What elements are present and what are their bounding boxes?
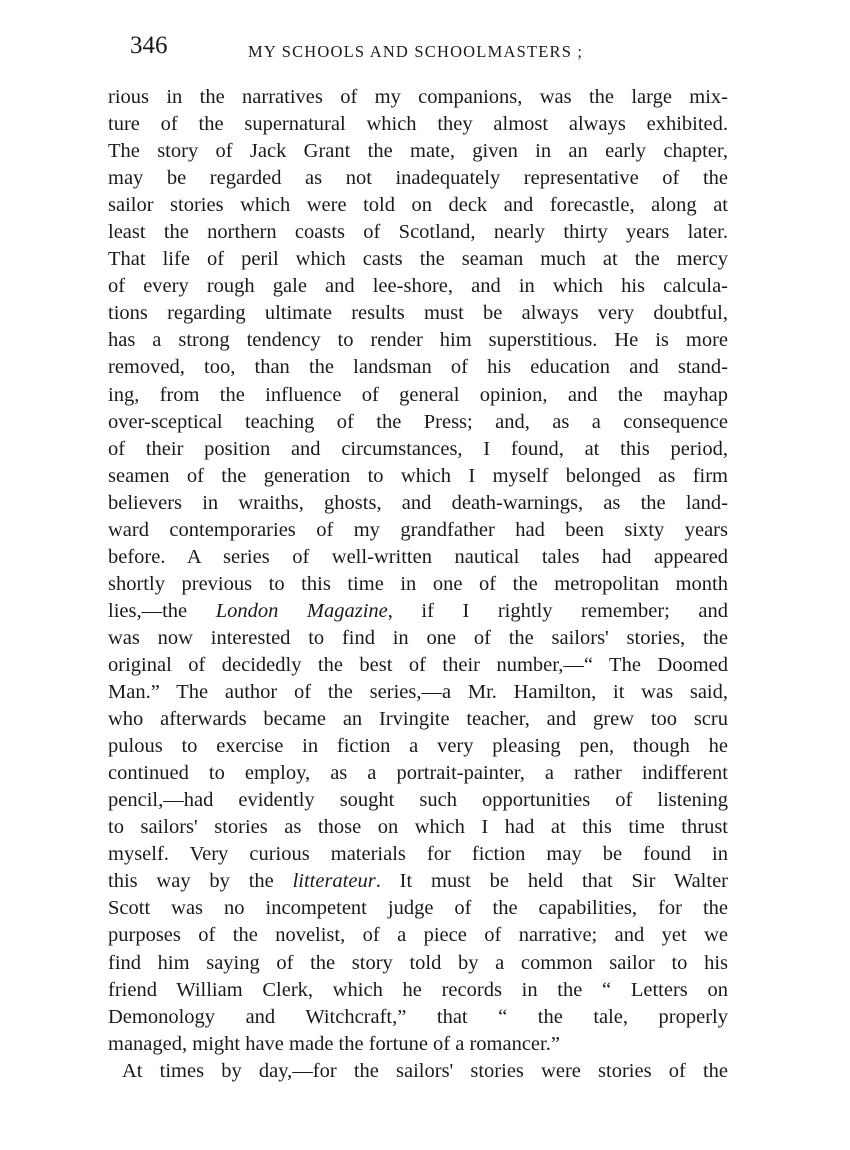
text-line: ture of the supernatural which they almost always exhibited. [108, 113, 728, 136]
text-line: original of decidedly the best of their number,—“ The Doomed [108, 653, 728, 676]
text-line: Man.” The author of the series,—a Mr. Hamilton, it was said, [108, 681, 728, 704]
text-line: was now interested to find in one of the sailors' stories, the [108, 626, 728, 649]
text-segment: lies,—the [108, 599, 216, 622]
text-line: believers in wraiths, ghosts, and death-warnings, as the land- [108, 491, 728, 514]
text-line: find him saying of the story told by a common sailor to his [108, 951, 728, 974]
text-line: Scott was no incompetent judge of the capabilities, for the [108, 897, 728, 920]
text-line [108, 868, 728, 895]
text-line: of every rough gale and lee-shore, and in which his calcula- [108, 275, 728, 298]
text-line: The story of Jack Grant the mate, given in an early chapter, [108, 140, 728, 163]
text-line: rious in the narratives of my companions, was the large mix- [108, 86, 728, 108]
page-number: 346 [130, 32, 168, 59]
running-head: MY SCHOOLS AND SCHOOLMASTERS ; [248, 42, 584, 61]
text-line: to sailors' stories as those on which I had at this time thrust [108, 816, 728, 839]
text-line [108, 598, 728, 625]
text-line: myself. Very curious materials for fiction may be found in [108, 843, 728, 866]
page-header [130, 32, 730, 72]
text-line: ward contemporaries of my grandfather had been sixty years [108, 518, 728, 541]
text-line: friend William Clerk, which he records in the “ Letters on [108, 978, 728, 1001]
body-text [108, 84, 728, 1085]
text-segment: , if I rightly remember; and [387, 599, 728, 622]
text-line: tions regarding ultimate results must be always very doubtful, [108, 302, 728, 325]
text-segment: this way by the [108, 870, 293, 893]
text-line: At times by day,—for the sailors' stories were stories of the [122, 1059, 728, 1082]
text-segment: . It must be held that Sir Walter [375, 870, 728, 893]
italic-title: litterateur [292, 870, 376, 893]
text-line: has a strong tendency to render him superstitious. He is more [108, 329, 728, 352]
text-line: sailor stories which were told on deck and forecastle, along at [108, 194, 728, 217]
text-line: Demonology and Witchcraft,” that “ the tale, properly [108, 1005, 728, 1028]
text-line: pencil,—had evidently sought such opportunities of listening [108, 789, 728, 812]
text-line: may be regarded as not inadequately representative of the [108, 167, 728, 190]
italic-title: London Magazine [215, 599, 388, 622]
text-line: who afterwards became an Irvingite teacher, and grew too scru [108, 708, 728, 731]
text-line: removed, too, than the landsman of his education and stand- [108, 356, 728, 379]
text-line: ing, from the influence of general opinion, and the mayhap [108, 383, 728, 406]
text-line: seamen of the generation to which I myself belonged as firm [108, 464, 728, 487]
text-line: over-sceptical teaching of the Press; and, as a consequence [108, 410, 728, 433]
text-line: shortly previous to this time in one of the metropolitan month [108, 572, 728, 595]
text-line: managed, might have made the fortune of a romancer.” [108, 1032, 560, 1055]
text-line: That life of peril which casts the seaman much at the mercy [108, 248, 728, 271]
text-line: before. A series of well-written nautical tales had appeared [108, 545, 728, 568]
text-line: of their position and circumstances, I found, at this period, [108, 437, 728, 460]
text-line: least the northern coasts of Scotland, nearly thirty years later. [108, 221, 728, 244]
text-line: purposes of the novelist, of a piece of narrative; and yet we [108, 924, 728, 947]
text-line: pulous to exercise in fiction a very pleasing pen, though he [108, 735, 728, 758]
text-line: continued to employ, as a portrait-painter, a rather indifferent [108, 762, 728, 785]
